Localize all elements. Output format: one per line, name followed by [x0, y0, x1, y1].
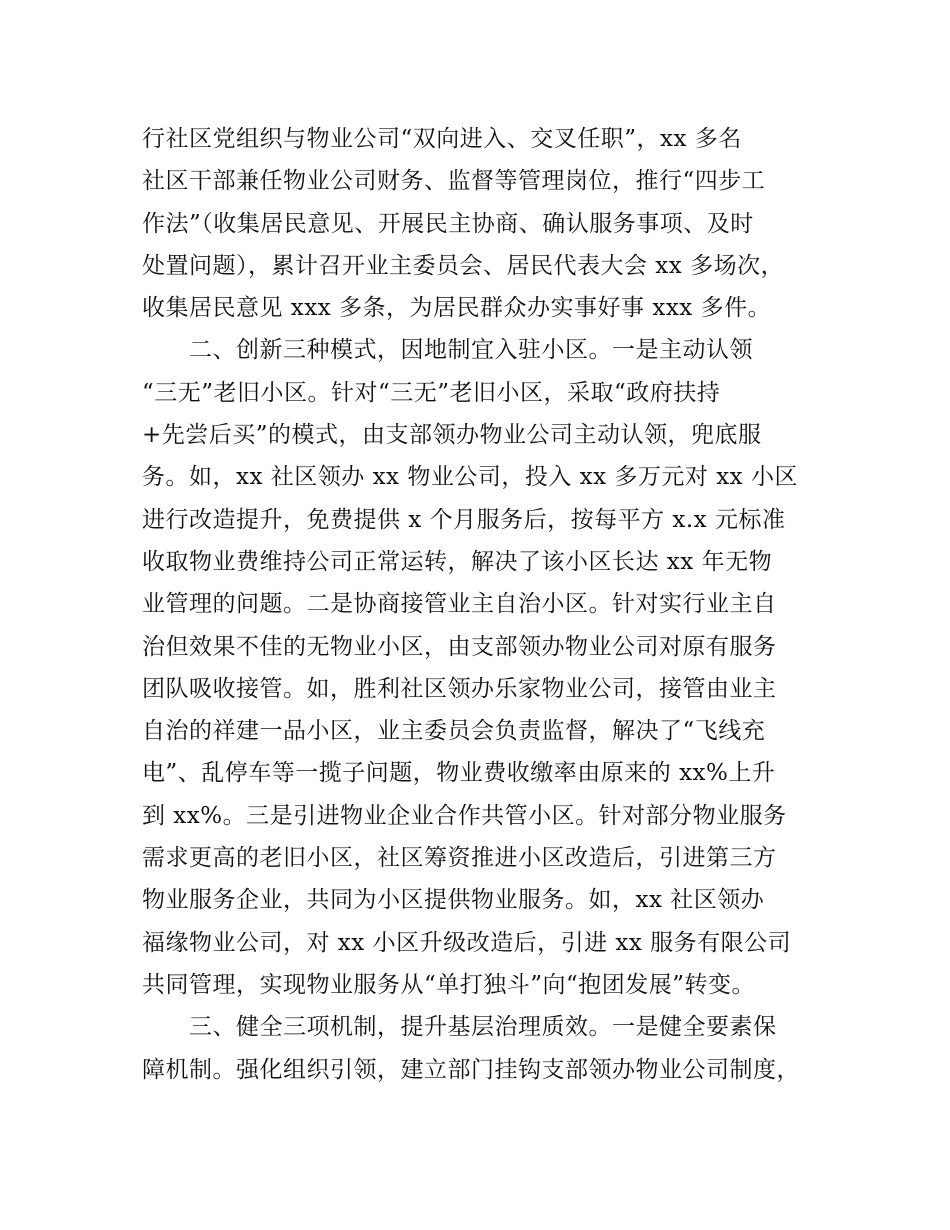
- text-line: 治但效果不佳的无物业小区，由支部领办物业公司对原有服务: [142, 633, 777, 660]
- text-line: 业管理的问题。二是协商接管业主自治小区。针对实行业主自: [142, 591, 777, 618]
- paragraph-start-line: 三、健全三项机制，提升基层治理质效。一是健全要素保: [189, 1014, 777, 1041]
- paragraph-start-line: 二、创新三种模式，因地制宜入驻小区。一是主动认领: [189, 337, 753, 364]
- text-line: 团队吸收接管。如，胜利社区领办乐家物业公司，接管由业主: [142, 675, 777, 702]
- text-line: 收取物业费维持公司正常运转，解决了该小区长达 xx 年无物: [142, 548, 773, 575]
- text-line: 行社区党组织与物业公司“双向进入、交叉任职”，xx 多名: [142, 126, 742, 152]
- text-line: 福缘物业公司，对 xx 小区升级改造后，引进 xx 服务有限公司: [142, 929, 792, 956]
- text-line: 共同管理，实现物业服务从“单打独斗”向“抱团发展”转变。: [142, 971, 756, 998]
- document-body: [142, 118, 842, 1091]
- text-line: 处置问题），累计召开业主委员会、居民代表大会 xx 多场次，: [142, 252, 785, 279]
- text-line: +先尝后买”的模式，由支部领办物业公司主动认领，兜底服: [142, 422, 762, 449]
- text-line: 收集居民意见 xxx 多条，为居民群众办实事好事 xxx 多件。: [142, 295, 772, 322]
- text-line: 电”、乱停车等一揽子问题，物业费收缴率由原来的 xx%上升: [142, 760, 776, 787]
- text-line: 社区干部兼任物业公司财务、监督等管理岗位，推行“四步工: [142, 168, 766, 195]
- text-line: “三无”老旧小区。针对“三无”老旧小区，采取“政府扶持: [142, 379, 721, 406]
- text-line: 自治的祥建一品小区，业主委员会负责监督，解决了“飞线充: [142, 718, 766, 745]
- text-line: 进行改造提升，免费提供 x 个月服务后，按每平方 x.x 元标准: [142, 506, 786, 533]
- text-line: 障机制。强化组织引领，建立部门挂钩支部领办物业公司制度，: [142, 1056, 800, 1083]
- text-line: 需求更高的老旧小区，社区筹资推进小区改造后，引进第三方: [142, 845, 777, 872]
- text-line: 作法”（收集居民意见、开展民主协商、确认服务事项、及时: [142, 210, 754, 237]
- text-line: 物业服务企业，共同为小区提供物业服务。如，xx 社区领办: [142, 887, 765, 914]
- text-line: 到 xx%。三是引进物业企业合作共管小区。针对部分物业服务: [142, 802, 787, 829]
- text-line: 务。如，xx 社区领办 xx 物业公司，投入 xx 多万元对 xx 小区: [142, 464, 798, 491]
